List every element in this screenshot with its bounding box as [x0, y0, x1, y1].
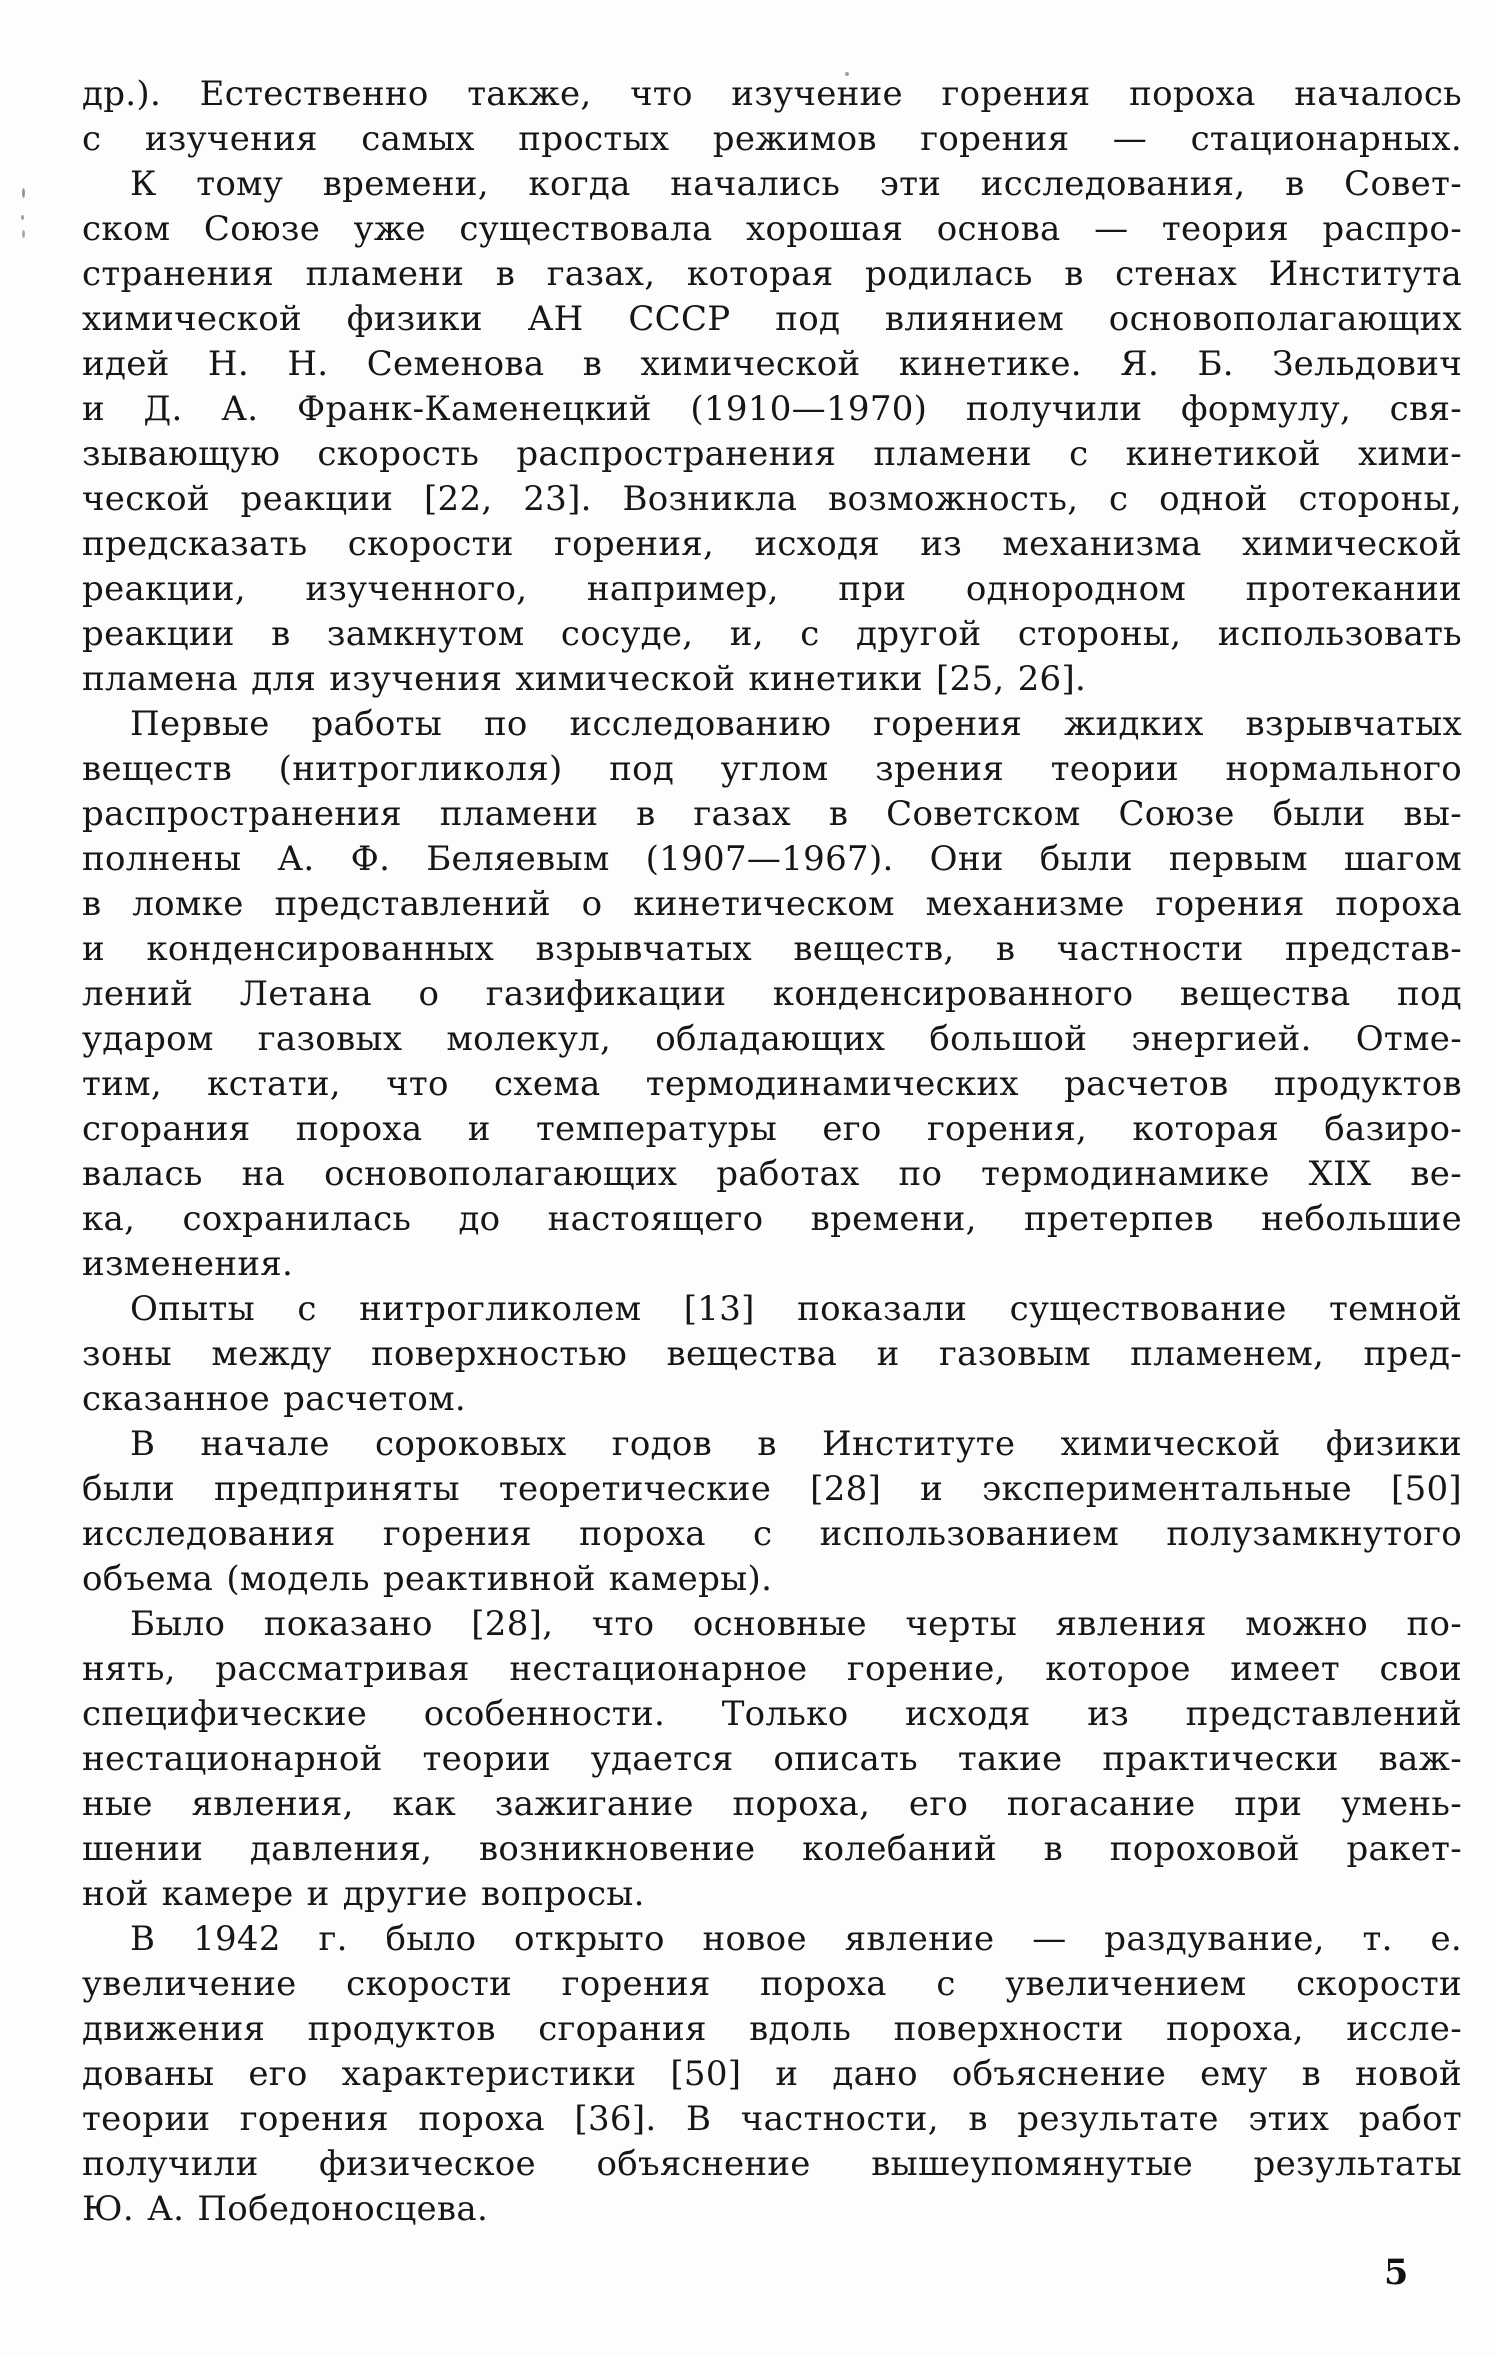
- text-line: реакции в замкнутом сосуде, и, с другой стороны, использовать: [82, 614, 1462, 654]
- text-line: ударом газовых молекул, обладающих большой энергией. Отме-: [82, 1019, 1462, 1059]
- text-line: зывающую скорость распространения пламени с кинетикой хими-: [82, 434, 1462, 474]
- text-line: Первые работы по исследованию горения жидких взрывчатых: [130, 704, 1462, 744]
- text-line: идей Н. Н. Семенова в химической кинетике. Я. Б. Зельдович: [82, 344, 1462, 384]
- text-line: распространения пламени в газах в Советском Союзе были вы-: [82, 794, 1462, 834]
- text-line: ческой реакции [22, 23]. Возникла возможность, с одной стороны,: [82, 479, 1462, 519]
- text-line: др.). Естественно также, что изучение горения пороха началось: [82, 74, 1462, 114]
- scan-speck: [21, 215, 24, 220]
- text-line: в ломке представлений о кинетическом механизме горения пороха: [82, 884, 1462, 924]
- text-line: и Д. А. Франк-Каменецкий (1910—1970) получили формулу, свя-: [82, 389, 1462, 429]
- text-line: В 1942 г. было открыто новое явление — раздувание, т. е.: [130, 1919, 1462, 1959]
- text-line: нять, рассматривая нестационарное горение, которое имеет свои: [82, 1649, 1462, 1689]
- text-line: Было показано [28], что основные черты явления можно по-: [130, 1604, 1462, 1644]
- text-line: нестационарной теории удается описать такие практически важ-: [82, 1739, 1462, 1779]
- page-text: [82, 72, 1462, 2232]
- text-line: сказанное расчетом.: [82, 1379, 467, 1419]
- text-line: дованы его характеристики [50] и дано объяснение ему в новой: [82, 2054, 1462, 2094]
- text-line: сгорания пороха и температуры его горения, которая базиро-: [82, 1109, 1462, 1149]
- text-line: ка, сохранилась до настоящего времени, претерпев небольшие: [82, 1199, 1462, 1239]
- text-line: и конденсированных взрывчатых веществ, в частности представ-: [82, 929, 1462, 969]
- text-line: К тому времени, когда начались эти исследования, в Совет-: [130, 164, 1462, 204]
- text-line: специфические особенности. Только исходя из представлений: [82, 1694, 1462, 1734]
- text-line: шении давления, возникновение колебаний в пороховой ракет-: [82, 1829, 1462, 1869]
- text-line: ные явления, как зажигание пороха, его погасание при умень-: [82, 1784, 1462, 1824]
- text-line: пламена для изучения химической кинетики [25, 26].: [82, 659, 1087, 699]
- text-line: зоны между поверхностью вещества и газовым пламенем, пред-: [82, 1334, 1462, 1374]
- scan-speck: [22, 230, 25, 238]
- text-line: были предприняты теоретические [28] и экспериментальные [50]: [82, 1469, 1462, 1509]
- text-line: валась на основополагающих работах по термодинамике XIX ве-: [82, 1154, 1462, 1194]
- text-line: Ю. А. Победоносцева.: [82, 2189, 489, 2229]
- text-line: исследования горения пороха с использованием полузамкнутого: [82, 1514, 1462, 1554]
- text-line: увеличение скорости горения пороха с увеличением скорости: [82, 1964, 1462, 2004]
- text-line: В начале сороковых годов в Институте химической физики: [130, 1424, 1462, 1464]
- text-line: лений Летана о газификации конденсированного вещества под: [82, 974, 1462, 1014]
- text-line: Опыты с нитрогликолем [13] показали существование темной: [130, 1289, 1462, 1329]
- text-line: объема (модель реактивной камеры).: [82, 1559, 773, 1599]
- text-line: химической физики АН СССР под влиянием основополагающих: [82, 299, 1462, 339]
- text-line: странения пламени в газах, которая родилась в стенах Института: [82, 254, 1462, 294]
- text-line: ной камере и другие вопросы.: [82, 1874, 645, 1914]
- page-number: 5: [1384, 2252, 1409, 2293]
- text-line: полнены А. Ф. Беляевым (1907—1967). Они были первым шагом: [82, 839, 1462, 879]
- text-line: изменения.: [82, 1244, 294, 1284]
- text-line: движения продуктов сгорания вдоль поверхности пороха, иссле-: [82, 2009, 1462, 2049]
- text-line: с изучения самых простых режимов горения — стационарных.: [82, 119, 1462, 159]
- scan-speck: [22, 188, 25, 198]
- text-line: веществ (нитрогликоля) под углом зрения теории нормального: [82, 749, 1462, 789]
- text-line: реакции, изученного, например, при однородном протекании: [82, 569, 1462, 609]
- text-line: предсказать скорости горения, исходя из механизма химической: [82, 524, 1462, 564]
- text-line: тим, кстати, что схема термодинамических расчетов продуктов: [82, 1064, 1462, 1104]
- text-line: ском Союзе уже существовала хорошая основа — теория распро-: [82, 209, 1462, 249]
- text-line: получили физическое объяснение вышеупомянутые результаты: [82, 2144, 1462, 2184]
- text-line: теории горения пороха [36]. В частности, в результате этих работ: [82, 2099, 1462, 2139]
